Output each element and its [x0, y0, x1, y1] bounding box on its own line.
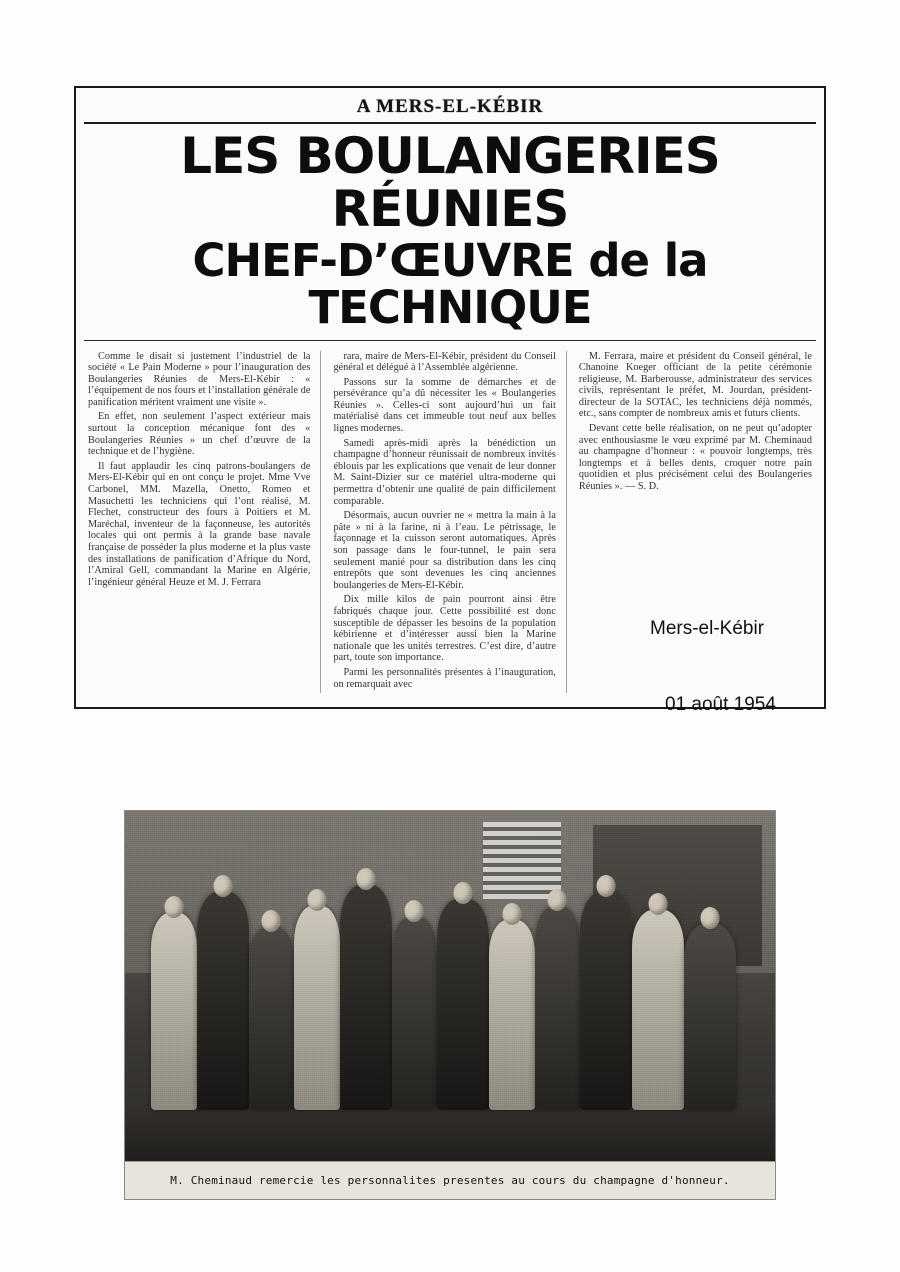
photo-person: [294, 906, 340, 1110]
annotation-place: Mers-el-Kébir: [650, 618, 765, 639]
paragraph: Parmi les personnalités présentes à l’inauguration, on remarquait avec: [333, 666, 556, 690]
photo-person: [151, 913, 197, 1110]
photo-person-head: [701, 907, 720, 929]
paragraph: Il faut applaudir les cinq patrons-boulangers de Mers-El-Kébir qui en ont conçu le projet. Mme Vve Carbonel, MM. Mazella, Onetto, Romeo et Masuchetti les techniciens qui l’ont réalisé, M. Flechet, constructeur des fours à Poitiers et M. Maréchal, inventeur de la façonneuse, les autorités locales qui ont permis à la grande base navale française de posséder la plus moderne et la plus vaste des installations de panification d’Afrique du Nord, l’Amiral Gell, commandant la Marine en Algérie, l’ingénieur général Heuze et M. J. Ferrara: [88, 460, 311, 588]
photo-person-head: [649, 893, 668, 915]
photo-person-head: [307, 889, 326, 911]
photo-person: [392, 917, 438, 1111]
headline-line-1: LES BOULANGERIES RÉUNIES: [180, 127, 720, 238]
photo-person: [197, 892, 249, 1110]
photo-person-head: [164, 896, 183, 918]
article-kicker: A MERS-EL-KÉBIR: [356, 96, 544, 117]
article-column-1: [88, 351, 321, 694]
paragraph: Comme le disait si justement l’industriel de la société « Le Pain Moderne » pour l’inauguration des Boulangeries Réunies de Mers-El-Kébir : « l’équipement de nos fours et l’installation générale de panification méritent vraiment une visite ».: [88, 350, 311, 408]
photo-person-head: [356, 868, 375, 890]
photo-window: [483, 822, 561, 899]
newspaper-clipping: [74, 86, 826, 709]
rule-top: [84, 122, 816, 124]
headline-line-2: CHEF-D’ŒUVRE de la TECHNIQUE: [192, 234, 708, 335]
photo-person: [684, 924, 736, 1111]
paragraph: En effet, non seulement l’aspect extérieur mais surtout la conception mécanique font des « Boulangeries Réunies » un chef d’œuvre de la technique et de l’hygiène.: [88, 411, 311, 458]
paragraph: Passons sur la somme de démarches et de persévérance qu’a dû nécessiter les « Boulangeries Réunies ». Celles-ci sont aujourd’hui un fait matérialisé dans cet immeuble tout neuf aux belles lignes modernes.: [333, 376, 556, 435]
photo-caption: M. Cheminaud remercie les personnalites presentes au cours du champagne d'honneur.: [170, 1174, 730, 1187]
paragraph: Désormais, aucun ouvrier ne « mettra la main à la pâte » ni à la farine, ni à l’eau. Le pétrissage, le façonnage et la cuisson seront automatiques. Après son passage dans le four-tunnel, le pain sera seulement manié pour sa distribution dans les cinq entrepôts que sont devenues les cinq anciennes boulangeries de Mers-El-Kébir.: [333, 510, 556, 591]
article-column-2: [333, 351, 566, 694]
photo-person: [580, 892, 632, 1110]
photo-person: [340, 885, 392, 1110]
paragraph: rara, maire de Mers-El-Kébir, président du Conseil général et délégué à l’Assemblée algérienne.: [333, 350, 556, 374]
photo-person: [535, 906, 581, 1110]
photo-person-head: [213, 875, 232, 897]
photo-person-head: [454, 882, 473, 904]
photo-caption-bar: [125, 1161, 775, 1199]
article-columns: [84, 349, 816, 698]
annotation-date: 01 août 1954: [665, 694, 776, 715]
paragraph: Dix mille kilos de pain pourront ainsi être fabriqués chaque jour. Cette possibilité est donc susceptible de dépasser les besoins de la population kébirienne et d’intéresser aussi bien la Marine nationale que les unités terrestres. C’est dire, d’autre part, toute son importance.: [333, 594, 556, 664]
paragraph: Devant cette belle réalisation, on ne peut qu’adopter avec enthousiasme le vœu exprimé par M. Cheminaud au champagne d’honneur : « pouvoir longtemps, très longtemps et à belles dents, croquer notre pain quotidien et plus précisément celui des Boulangeries Réunies ». — S. D.: [578, 423, 812, 493]
paragraph: Samedi après-midi après la bénédiction un champagne d’honneur réunissait de nombreux invités éblouis par les explications que venait de leur donner M. Saint-Dizier sur ce matériel ultra-moderne qui permettra d’obtenir une qualité de pain difficilement comparable.: [333, 437, 556, 507]
photo-person-head: [548, 889, 567, 911]
paragraph: M. Ferrara, maire et président du Conseil général, le Chanoine Koeger officiant de la petite cérémonie religieuse, M. Barberousse, administrateur des services civils, représentant le préfet, M. Jourdan, président-directeur de la SOTAC, les techniciens déjà nommés, etc., sans compter de nombreux amis et futurs clients.: [578, 350, 812, 420]
photo-person-head: [597, 875, 616, 897]
photo-person: [249, 927, 295, 1110]
rule-under-headline: [84, 340, 816, 341]
article-column-3: [579, 351, 812, 694]
photograph: [124, 810, 776, 1200]
photo-person-head: [405, 900, 424, 922]
photo-person-head: [262, 910, 281, 932]
photograph-image: [125, 811, 775, 1163]
photo-person: [437, 899, 489, 1110]
photo-person: [632, 910, 684, 1111]
photo-person-head: [502, 903, 521, 925]
photo-person: [489, 920, 535, 1110]
